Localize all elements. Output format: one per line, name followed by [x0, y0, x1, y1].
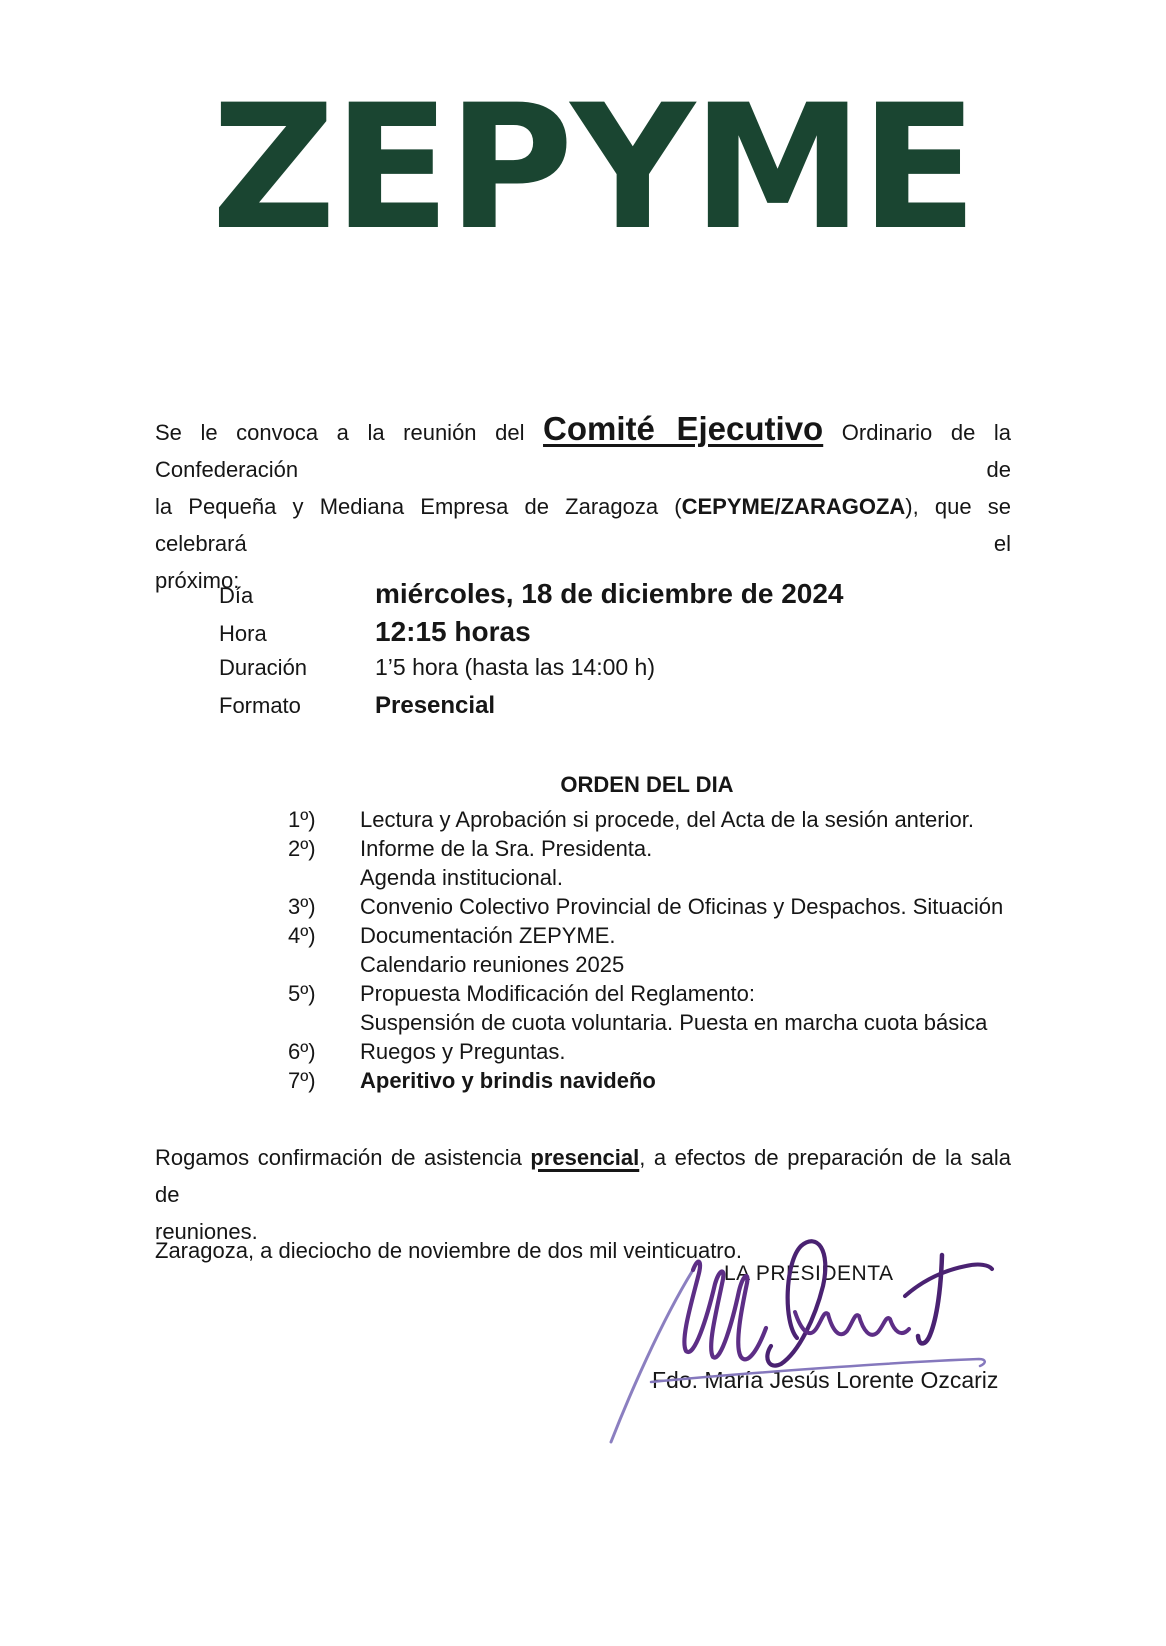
detail-row-duracion	[155, 654, 843, 692]
agenda-item-2-number: 2º)	[288, 836, 316, 861]
agenda-item-4b-text: Calendario reuniones 2025	[360, 952, 625, 977]
agenda-item-7-text: Aperitivo y brindis navideño	[360, 1068, 656, 1093]
president-role-label: LA PRESIDENTA	[724, 1262, 894, 1285]
confirmation-post: , a efectos de preparación de la sala de	[155, 1145, 1011, 1207]
agenda-item-3	[155, 892, 1015, 921]
agenda-item-5b-text: Suspensión de cuota voluntaria. Puesta en marcha cuota básica	[360, 1010, 988, 1035]
intro-paragraph	[155, 410, 1011, 599]
signature-m-loops-stroke	[684, 1262, 766, 1360]
agenda-item-3-number: 3º)	[288, 894, 316, 919]
zepyme-logo: ZEPYME	[211, 67, 975, 268]
agenda-item-5b	[155, 1008, 1015, 1037]
detail-label-duracion: Duración	[219, 655, 308, 680]
agenda-item-7	[155, 1066, 1015, 1095]
agenda-item-5-text: Propuesta Modificación del Reglamento:	[360, 981, 756, 1006]
signature-t-vertical-stroke	[918, 1255, 942, 1343]
agenda-item-7-number: 7º)	[288, 1068, 316, 1093]
intro-line-2	[155, 488, 1011, 562]
detail-label-hora: Hora	[219, 621, 267, 646]
agenda-item-6	[155, 1037, 1015, 1066]
cepyme-zaragoza-label: CEPYME/ZARAGOZA	[681, 494, 906, 519]
signature-underline-stroke	[651, 1359, 985, 1382]
agenda-item-1	[155, 805, 1015, 834]
detail-value-formato: Presencial	[375, 692, 496, 719]
intro-line-3: próximo:	[155, 568, 240, 593]
confirmation-pre: Rogamos confirmación de asistencia	[155, 1145, 531, 1170]
agenda-item-4-text: Documentación ZEPYME.	[360, 923, 616, 948]
detail-row-formato	[155, 692, 843, 730]
closing-date-line: Zaragoza, a dieciocho de noviembre de dos mil veinticuatro.	[155, 1238, 742, 1263]
agenda-item-5	[155, 979, 1015, 1008]
signature-t-crossbar-stroke	[905, 1265, 992, 1296]
presencial-emphasis: presencial	[530, 1145, 640, 1170]
detail-row-hora	[155, 616, 843, 654]
confirmation-line-2: reuniones.	[155, 1219, 258, 1244]
signature-svg	[585, 1200, 995, 1450]
intro-line1-pre: Se le convoca a la reunión del	[155, 420, 544, 445]
agenda-item-1-text: Lectura y Aprobación si procede, del Acta de la sesión anterior.	[360, 807, 974, 832]
intro-line1-post: Ordinario de la Confederación de	[155, 420, 1011, 482]
detail-label-formato: Formato	[219, 693, 301, 718]
agenda-item-2	[155, 834, 1015, 863]
agenda-item-4-number: 4º)	[288, 923, 316, 948]
detail-value-hora: 12:15 horas	[375, 616, 531, 647]
detail-row-dia	[155, 578, 843, 616]
handwritten-signature	[585, 1200, 995, 1450]
meeting-details	[155, 578, 843, 730]
agenda-item-6-number: 6º)	[288, 1039, 316, 1064]
agenda-item-6-text: Ruegos y Preguntas.	[360, 1039, 566, 1064]
intro-line2-pre: la Pequeña y Mediana Empresa de Zaragoza (	[155, 494, 682, 519]
agenda-item-5-number: 5º)	[288, 981, 316, 1006]
signer-name: Fdo. María Jesús Lorente Ozcariz	[652, 1367, 999, 1393]
detail-value-duracion: 1’5 hora (hasta las 14:00 h)	[375, 654, 656, 680]
agenda-item-4	[155, 921, 1015, 950]
signature-big-loop-stroke	[767, 1241, 825, 1365]
agenda-item-2-text: Informe de la Sra. Presidenta.	[360, 836, 653, 861]
agenda-item-2b	[155, 863, 1015, 892]
comite-ejecutivo-title: Comité Ejecutivo	[543, 410, 824, 447]
detail-value-dia: miércoles, 18 de diciembre de 2024	[375, 578, 844, 609]
agenda-heading: ORDEN DEL DIA	[560, 772, 734, 797]
intro-line2-post: ), que se celebrará el	[155, 494, 1012, 556]
agenda-item-2b-text: Agenda institucional.	[360, 865, 564, 890]
agenda-item-1-number: 1º)	[288, 807, 316, 832]
detail-label-dia: Día	[219, 583, 254, 608]
intro-line-1	[155, 410, 1011, 488]
agenda-list	[155, 805, 1015, 1095]
agenda-item-3-text: Convenio Colectivo Provincial de Oficinas y Despachos. Situación	[360, 894, 1004, 919]
signature-long-diagonal-stroke	[611, 1270, 693, 1442]
agenda-item-4b	[155, 950, 1015, 979]
